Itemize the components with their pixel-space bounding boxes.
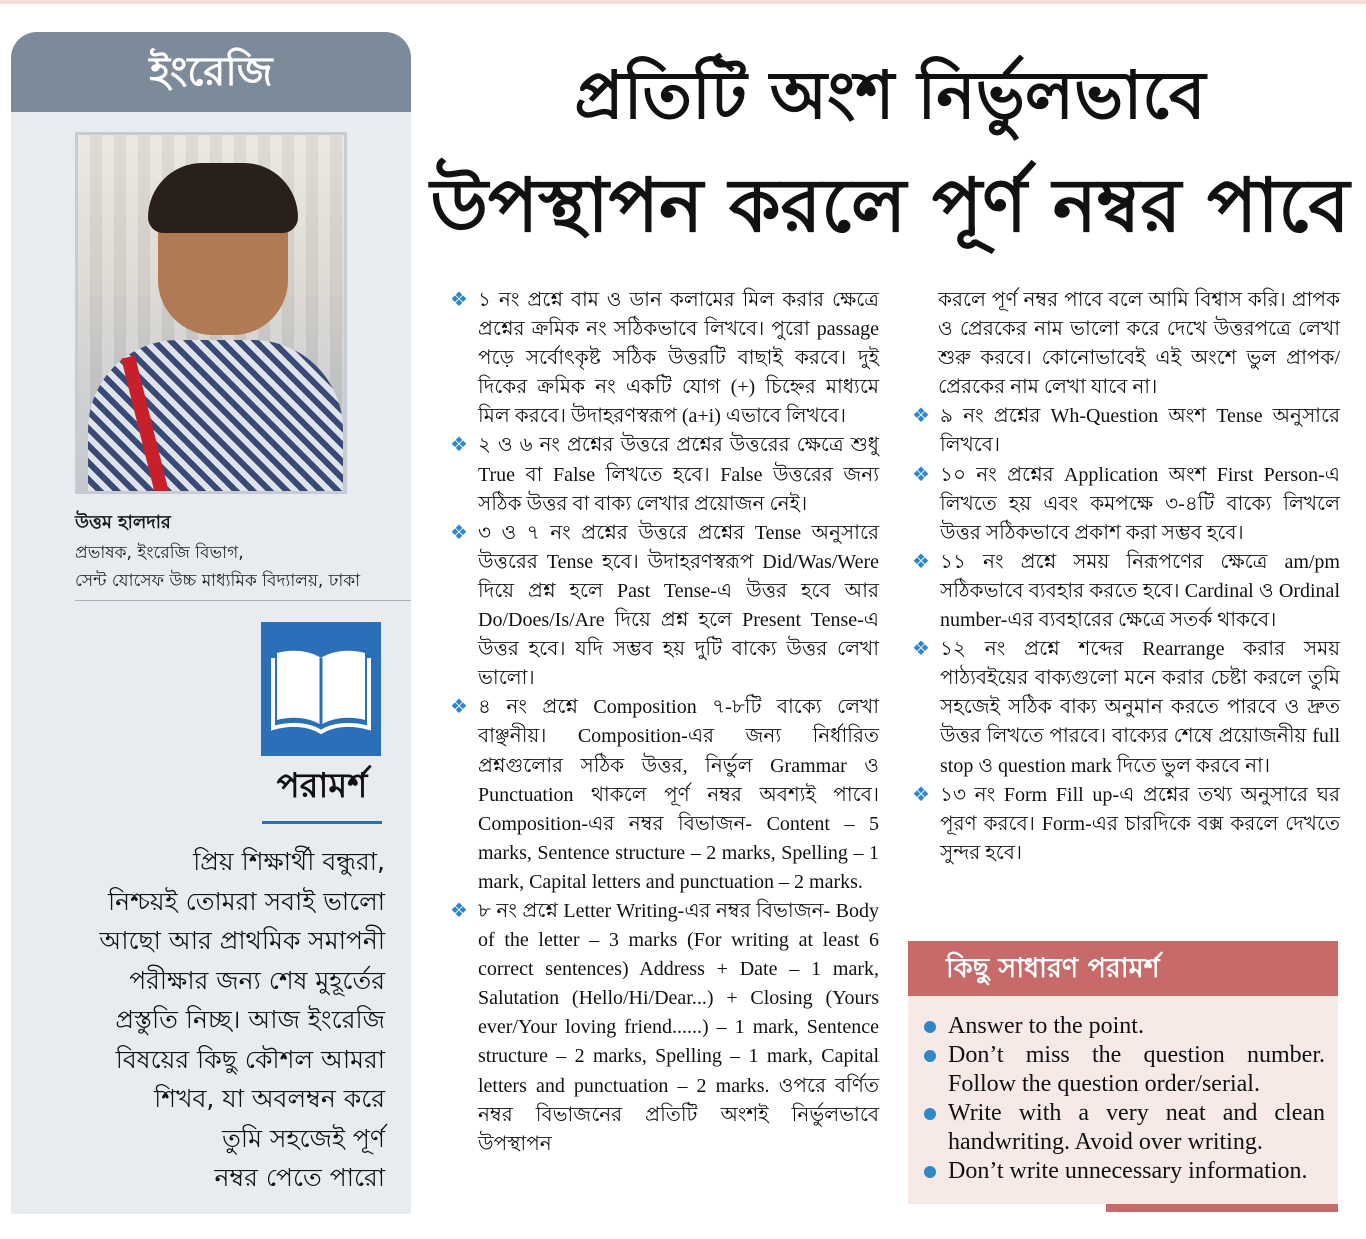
diamond-cluster-icon: ❖ [450,696,468,719]
list-item [910,781,1340,868]
top-rule [0,0,1366,4]
author-divider [75,600,411,601]
advice-underline [262,821,382,824]
open-book-icon [261,622,381,756]
tip-text: Answer to the point. [948,1013,1144,1039]
intro-line: নিশ্চয়ই তোমরা সবাই ভালো [108,886,385,916]
list-item-text: ১ নং প্রশ্নে বাম ও ডান কলামের মিল করার ক্ষেত্রে প্রশ্নের ক্রমিক নং সঠিকভাবে লিখবে। পুরো passage পড়ে সর্বোৎকৃষ্ট সঠিক উত্তরটি বাছাই করবে। দুই দিকের ক্রমিক নং একটি যোগ (+) চিহ্নের মাধ্যমে মিল করবে। উদাহরণস্বরূপ (a+i) এভাবে লিখবে। [478,289,879,428]
intro-line: নম্বর পেতে পারো [214,1163,385,1192]
tip-text: Don’t write unnecessary information. [948,1158,1308,1184]
list-item-text: ৯ নং প্রশ্নের Wh-Question অংশ Tense অনুসারে লিখবে। [940,405,1340,457]
tips-list [920,1012,1325,1186]
bullet-dot-icon [924,1050,936,1062]
author-designation: প্রভাষক, ইংরেজি বিভাগ, [75,543,244,563]
tips-header [908,941,1338,996]
advice-label: পরামর্শ [276,766,368,806]
list-item [448,519,879,694]
tip-text: Write with a very neat and clean handwriting. Avoid over writing. [948,1100,1325,1155]
diamond-cluster-icon: ❖ [912,638,930,661]
diamond-cluster-icon: ❖ [450,289,468,311]
list-item-text: ১১ নং প্রশ্নে সময় নিরূপণের ক্ষেত্রে am/pm সঠিকভাবে ব্যবহার করতে হবে। Cardinal ও Ordinal number-এর ব্যবহারের ক্ষেত্রে সতর্ক থাকবে। [940,550,1340,632]
intro-line: শিখব, যা অবলম্বন করে [154,1084,385,1113]
tips-title: কিছু সাধারণ পরামর্শ [946,953,1160,984]
diamond-cluster-icon: ❖ [912,550,930,573]
list-item [910,402,1340,460]
diamond-cluster-icon: ❖ [912,783,930,806]
list-item [910,635,1340,780]
list-item-text: ১৩ নং Form Fill up-এ প্রশ্নের তথ্য অনুসারে ঘর পূরণ করবে। Form-এর চারদিকে বক্স করলে দেখতে সুন্দর হবে। [940,783,1340,864]
bullet-dot-icon [924,1021,936,1033]
list-item [448,431,879,518]
list-item [910,548,1340,635]
list-item-text: ৪ নং প্রশ্নে Composition ৭-৮টি বাক্যে লেখা বাঞ্ছনীয়। Composition-এর জন্য নির্ধারিত প্রশ্নগুলোর সঠিক উত্তর, নির্ভুল Grammar ও Punctuation থাকলে পূর্ণ নম্বর অবশ্যই পাবে। Composition-এর নম্বর বিভাজন- Content – 5 marks, Sentence structure – 2 marks, Spelling – 1 mark, Capital letters and punctuation – 2 marks. [478,696,879,893]
headline-line-2: উপস্থাপন করলে পূর্ণ নম্বর পাবে [430,163,1350,249]
diamond-cluster-icon: ❖ [912,463,930,486]
list-item-text: ৮ নং প্রশ্নে Letter Writing-এর নম্বর বিভাজন- Body of the letter – 3 marks (For writing at least 6 correct sentences) Address + Date – 1 mark, Salutation (Hello/Hi/Dear...) + Closing (Yours ever/Your loving friend......) – 1 mark, Sentence structure – 2 marks, Spelling – 1 mark, Capital letters and punctuation – 2 marks. ওপরে বর্ণিত নম্বর বিভাজনের প্রতিটি অংশই নির্ভুলভাবে উপস্থাপন [478,899,879,1155]
article-column-1 [448,286,879,1159]
list-item [448,693,879,897]
diamond-cluster-icon: ❖ [912,405,930,428]
intro-line: পরীক্ষার জন্য শেষ মুহূর্তের [129,965,385,995]
intro-text [90,842,385,1198]
list-item-text: ১০ নং প্রশ্নের Application অংশ First Person-এ লিখতে হয় এবং কমপক্ষে ৩-৪টি বাক্যে লিখলে উত্তর সঠিকভাবে প্রকাশ করা সম্ভব হবে। [940,463,1340,544]
tip-item [920,1157,1325,1186]
list-item-text: ২ ও ৬ নং প্রশ্নের উত্তরে প্রশ্নের উত্তরের ক্ষেত্রে শুধু True বা False লিখতে হবে। False উত্তরের জন্য সঠিক উত্তর বা বাক্য লেখার প্রয়োজন নেই। [478,434,879,515]
tip-text: Don’t miss the question number. Follow the question order/serial. [948,1042,1325,1097]
bullet-dot-icon [924,1108,936,1120]
author-name: উত্তম হালদার [75,512,171,533]
intro-line: প্রস্তুতি নিচ্ছ। আজ ইংরেজি [115,1005,385,1034]
tip-item [920,1041,1325,1099]
intro-line: প্রিয় শিক্ষার্থী বন্ধুরা, [193,847,385,876]
section-tag-label: ইংরেজি [149,49,273,95]
tip-item [920,1099,1325,1157]
photo-hair [148,163,298,233]
diamond-cluster-icon: ❖ [450,434,468,457]
bullet-dot-icon [924,1166,936,1178]
author-photo [75,132,347,494]
author-institution: সেন্ট যোসেফ উচ্চ মাধ্যমিক বিদ্যালয়, ঢাকা [75,571,361,591]
list-item-text: ১২ নং প্রশ্নে শব্দের Rearrange করার সময় পাঠ্যবইয়ের বাক্যগুলো মনে করার চেষ্টা করলে তুমি সহজেই সঠিক বাক্য অনুমান করতে পারবে ও দ্রুত উত্তর লিখতে পারবে। বাক্যের শেষে প্রয়োজনীয় full stop ও question mark দিতে ভুল করবে না। [940,638,1340,777]
headline-line-1: প্রতিটি অংশ নির্ভুলভাবে [574,57,1206,134]
list-item [448,897,879,1159]
tips-footer-bar [1106,1204,1338,1212]
intro-line: তুমি সহজেই পূর্ণ [222,1123,385,1153]
section-tag [11,32,411,112]
tip-item [920,1012,1325,1041]
intro-line: আছো আর প্রাথমিক সমাপনী [99,926,385,955]
article-column-2 [910,286,1340,868]
diamond-cluster-icon: ❖ [450,521,468,544]
continued-paragraph: করলে পূর্ণ নম্বর পাবে বলে আমি বিশ্বাস করি। প্রাপক ও প্রেরকের নাম ভালো করে দেখে উত্তরপত্রে লেখা শুরু করবে। কোনোভাবেই এই অংশে ভুল প্রাপক/প্রেরকের নাম লেখা যাবে না। [938,289,1340,399]
intro-line: বিষয়ের কিছু কৌশল আমরা [115,1044,385,1074]
list-item [910,461,1340,548]
list-item [448,286,879,431]
list-item-text: ৩ ও ৭ নং প্রশ্নের উত্তরে প্রশ্নের Tense অনুসারে উত্তরের Tense হবে। উদাহরণস্বরূপ Did/Was/Were দিয়ে প্রশ্ন হলে Past Tense-এ উত্তর হবে আর Do/Does/Is/Are দিয়ে প্রশ্ন হলে Present Tense-এ উত্তর হবে। যদি সম্ভব হয় দুটি বাক্যে উত্তর লেখা ভালো। [478,521,879,690]
diamond-cluster-icon: ❖ [450,899,468,922]
